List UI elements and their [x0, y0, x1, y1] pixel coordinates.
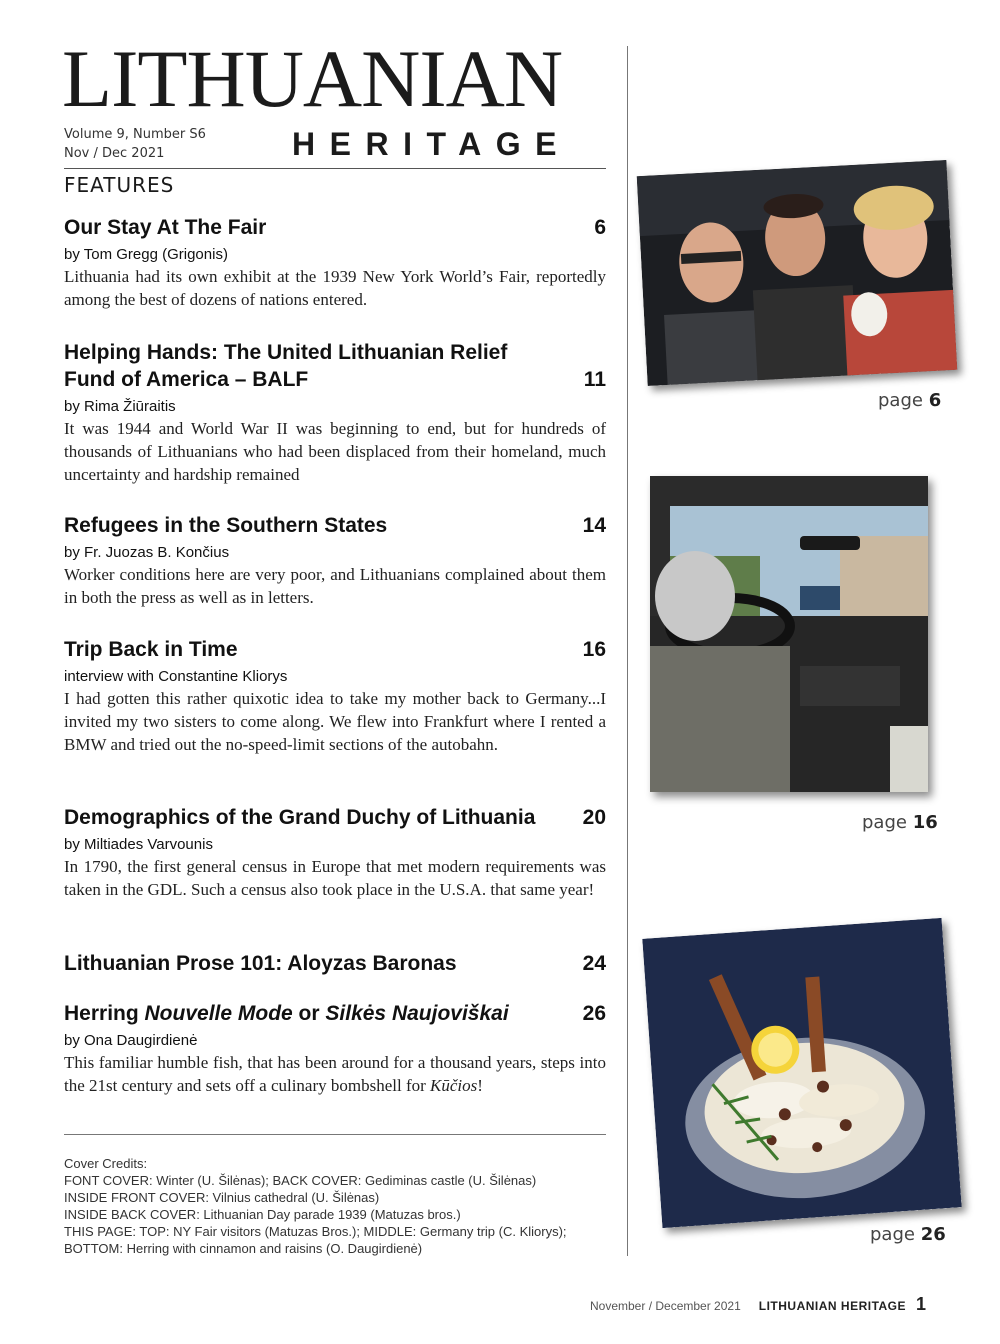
article-title[interactable] — [64, 804, 606, 831]
article-entry — [64, 950, 606, 977]
article-title-text — [64, 1002, 509, 1025]
article-page-number: 16 — [582, 638, 606, 661]
article-byline: by Miltiades Varvounis — [64, 836, 213, 853]
article-description: It was 1944 and World War II was beginning to end, but for hundreds of thousands of Lithuanians who had been displaced from their homeland, much uncertainty and hardship remained — [64, 419, 606, 484]
article-title[interactable] — [64, 214, 606, 241]
photo-herring[interactable] — [642, 918, 961, 1228]
features-heading: FEATURES — [64, 173, 175, 197]
article-title-text: Helping Hands: The United Lithuanian Relief Fund of America – BALF — [64, 341, 508, 391]
article-title[interactable] — [64, 636, 606, 663]
article-description: Worker conditions here are very poor, and Lithuanians complained about them in both the press as well as in letters. — [64, 565, 606, 607]
photo-caption — [862, 812, 938, 833]
article-page-number: 6 — [594, 216, 606, 239]
caption-page-number: 16 — [912, 812, 938, 833]
article-title-text: Trip Back in Time — [64, 638, 238, 661]
article-title[interactable] — [64, 950, 606, 977]
issue-date: Nov / Dec 2021 — [64, 146, 165, 161]
article-page-number: 20 — [582, 806, 606, 829]
article-description: I had gotten this rather quixotic idea to take my mother back to Germany...I invited my two sisters to come along. We flew into Frankfurt where I rented a BMW and tried out the no-speed-limit sections of the autobahn. — [64, 689, 606, 754]
photo-germany-trip[interactable] — [650, 476, 928, 792]
title-part: Herring — [64, 1002, 145, 1025]
credits-line: FONT COVER: Winter (U. Šilėnas); BACK COVER: Gediminas castle (U. Šilėnas) — [64, 1173, 537, 1188]
caption-word: page — [878, 390, 923, 411]
masthead-title: LITHUANIAN — [62, 33, 563, 124]
article-byline: by Fr. Juozas B. Končius — [64, 544, 230, 561]
title-part: or — [292, 1002, 326, 1025]
article-page-number: 14 — [582, 514, 606, 537]
photo-caption — [878, 390, 941, 411]
article-title-text: Demographics of the Grand Duchy of Lithuania — [64, 806, 536, 829]
article-description: Lithuania had its own exhibit at the 1939 New York World’s Fair, reportedly among the best of dozens of nations entered. — [64, 267, 606, 309]
article-description: In 1790, the first general census in Europe that met modern requirements was taken in the GDL. Such a census also took place in the U.S.A. that same year! — [64, 857, 606, 899]
header-divider — [64, 168, 606, 169]
description-text: This familiar humble fish, that has been around for a thousand years, steps into the 21st century and sets off a culinary bombshell for — [64, 1053, 606, 1095]
article-title[interactable] — [64, 339, 606, 393]
article-page-number: 24 — [582, 952, 606, 975]
column-divider — [627, 46, 628, 1256]
article-byline: interview with Constantine Kliorys — [64, 668, 288, 685]
cover-credits — [64, 1155, 614, 1257]
credits-divider — [64, 1134, 606, 1135]
article-title-text: Refugees in the Southern States — [64, 514, 388, 537]
caption-page-number: 26 — [920, 1224, 946, 1245]
title-part-italic: Silkės Naujoviškai — [325, 1002, 509, 1025]
article-page-number: 26 — [582, 1002, 606, 1025]
photo-caption — [870, 1224, 946, 1245]
page-footer — [590, 1294, 926, 1315]
photo-fair-visitors[interactable] — [637, 160, 958, 386]
article-entry — [64, 512, 606, 609]
article-byline: by Ona Daugirdienė — [64, 1032, 198, 1049]
article-entry — [64, 214, 606, 311]
credits-line: INSIDE FRONT COVER: Vilnius cathedral (U. Šilėnas) — [64, 1190, 380, 1205]
article-byline: by Rima Žiūraitis — [64, 398, 176, 415]
credits-line: THIS PAGE: TOP: NY Fair visitors (Matuzas Bros.); MIDDLE: Germany trip (C. Kliorys); BOTTOM: Herring with cinnamon and raisins (O. Daugirdienė) — [64, 1224, 567, 1256]
caption-word: page — [862, 812, 907, 833]
article-title[interactable] — [64, 1000, 606, 1027]
article-title-text: Lithuanian Prose 101: Aloyzas Baronas — [64, 952, 457, 975]
article-description — [64, 1051, 606, 1097]
article-byline: by Tom Gregg (Grigonis) — [64, 246, 228, 263]
article-title-text: Our Stay At The Fair — [64, 216, 267, 239]
article-title[interactable] — [64, 512, 606, 539]
volume-number: Volume 9, Number S6 — [64, 127, 206, 142]
footer-page-number: 1 — [916, 1294, 927, 1314]
credits-line: INSIDE BACK COVER: Lithuanian Day parade 1939 (Matuzas bros.) — [64, 1207, 461, 1222]
footer-date: November / December 2021 — [590, 1299, 741, 1313]
article-entry — [64, 339, 606, 486]
description-text: ! — [477, 1076, 483, 1095]
title-part-italic: Nouvelle Mode — [144, 1002, 293, 1025]
article-page-number: 11 — [583, 368, 606, 391]
credits-line: Cover Credits: — [64, 1156, 148, 1171]
caption-word: page — [870, 1224, 915, 1245]
article-entry — [64, 636, 606, 756]
masthead-subtitle: HERITAGE — [292, 126, 571, 162]
article-entry — [64, 804, 606, 901]
issue-meta — [64, 125, 206, 163]
description-emphasis: Kūčios — [430, 1076, 478, 1095]
article-entry — [64, 1000, 606, 1097]
caption-page-number: 6 — [928, 390, 942, 411]
footer-magazine-name: LITHUANIAN HERITAGE — [758, 1299, 907, 1313]
